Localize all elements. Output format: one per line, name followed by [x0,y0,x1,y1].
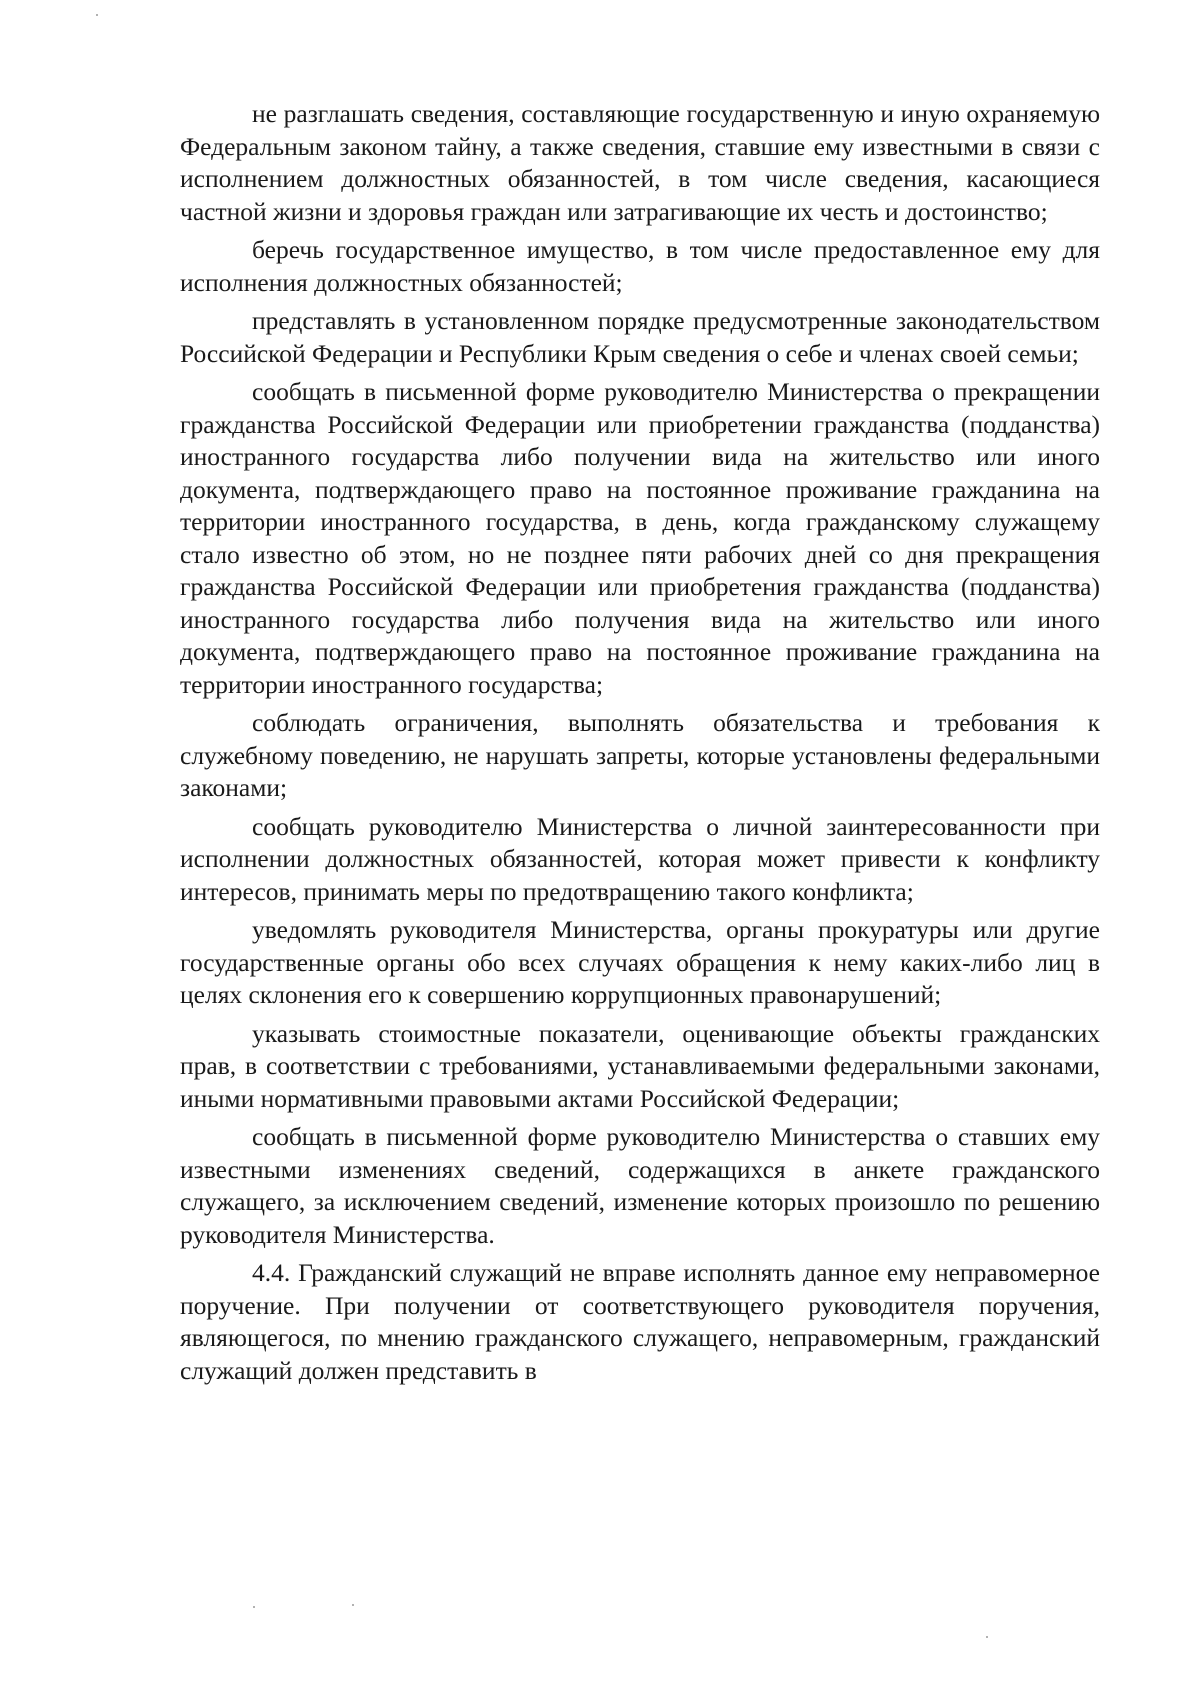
paragraph-restrictions: соблюдать ограничения, выполнять обязательства и требования к служебному поведению, не нарушать запреты, которые установлены федеральными законами; [180,708,1100,802]
scan-speck [986,1636,988,1638]
paragraph-family-info: представлять в установленном порядке предусмотренные законодательством Российской Федерации и Республики Крым сведения о себе и членах своей семьи; [180,306,1100,368]
paragraph-conflict-of-interest: сообщать руководителю Министерства о личной заинтересованности при исполнении должностных обязанностей, которая может привести к конфликту интересов, принимать меры по предотвращению такого конфликта; [180,811,1100,906]
paragraph-section-4-4: 4.4. Гражданский служащий не вправе исполнять данное ему неправомерное поручение. При получении от соответствующего руководителя поручения, являющегося, по мнению гражданского служащего, неправомерным, гражданский служащий должен представить в [180,1258,1100,1385]
paragraph-cost-indicators: указывать стоимостные показатели, оценивающие объекты гражданских прав, в соответствии с требованиями, устанавливаемыми федеральными законами, иными нормативными правовыми актами Российской Федерации; [180,1018,1100,1113]
paragraph-questionnaire-changes: сообщать в письменной форме руководителю Министерства о ставших ему известными изменениях сведений, содержащихся в анкете гражданского служащего, за исключением сведений, изменение которых произошло по решению руководителя Министерства. [180,1122,1100,1249]
scan-speck [253,1606,255,1608]
paragraph-corruption-notice: уведомлять руководителя Министерства, органы прокуратуры или другие государственные органы обо всех случаях обращения к нему каких-либо лиц в целях склонения его к совершению коррупционных правонарушений; [180,915,1100,1009]
scan-speck [96,14,98,16]
paragraph-citizenship: сообщать в письменной форме руководителю Министерства о прекращении гражданства Российской Федерации или приобретении гражданства (подданства) иностранного государства либо получении вида на жительство или иного документа, подтверждающего право на постоянное проживание гражданина на территории иностранного государства, в день, когда гражданскому служащему стало известно об этом, но не позднее пяти рабочих дней со дня прекращения гражданства Российской Федерации или приобретения гражданства (подданства) иностранного государства либо получения вида на жительство или иного документа, подтверждающего право на постоянное проживание гражданина на территории иностранного государства; [180,377,1100,699]
paragraph-confidentiality: не разглашать сведения, составляющие государственную и иную охраняемую Федеральным законом тайну, а также сведения, ставшие ему известными в связи с исполнением должностных обязанностей, в том числе сведения, касающиеся частной жизни и здоровья граждан или затрагивающие их честь и достоинство; [180,99,1100,226]
paragraph-property: беречь государственное имущество, в том числе предоставленное ему для исполнения должностных обязанностей; [180,235,1100,297]
scan-speck [352,1604,354,1606]
document-page [180,98,1100,1387]
